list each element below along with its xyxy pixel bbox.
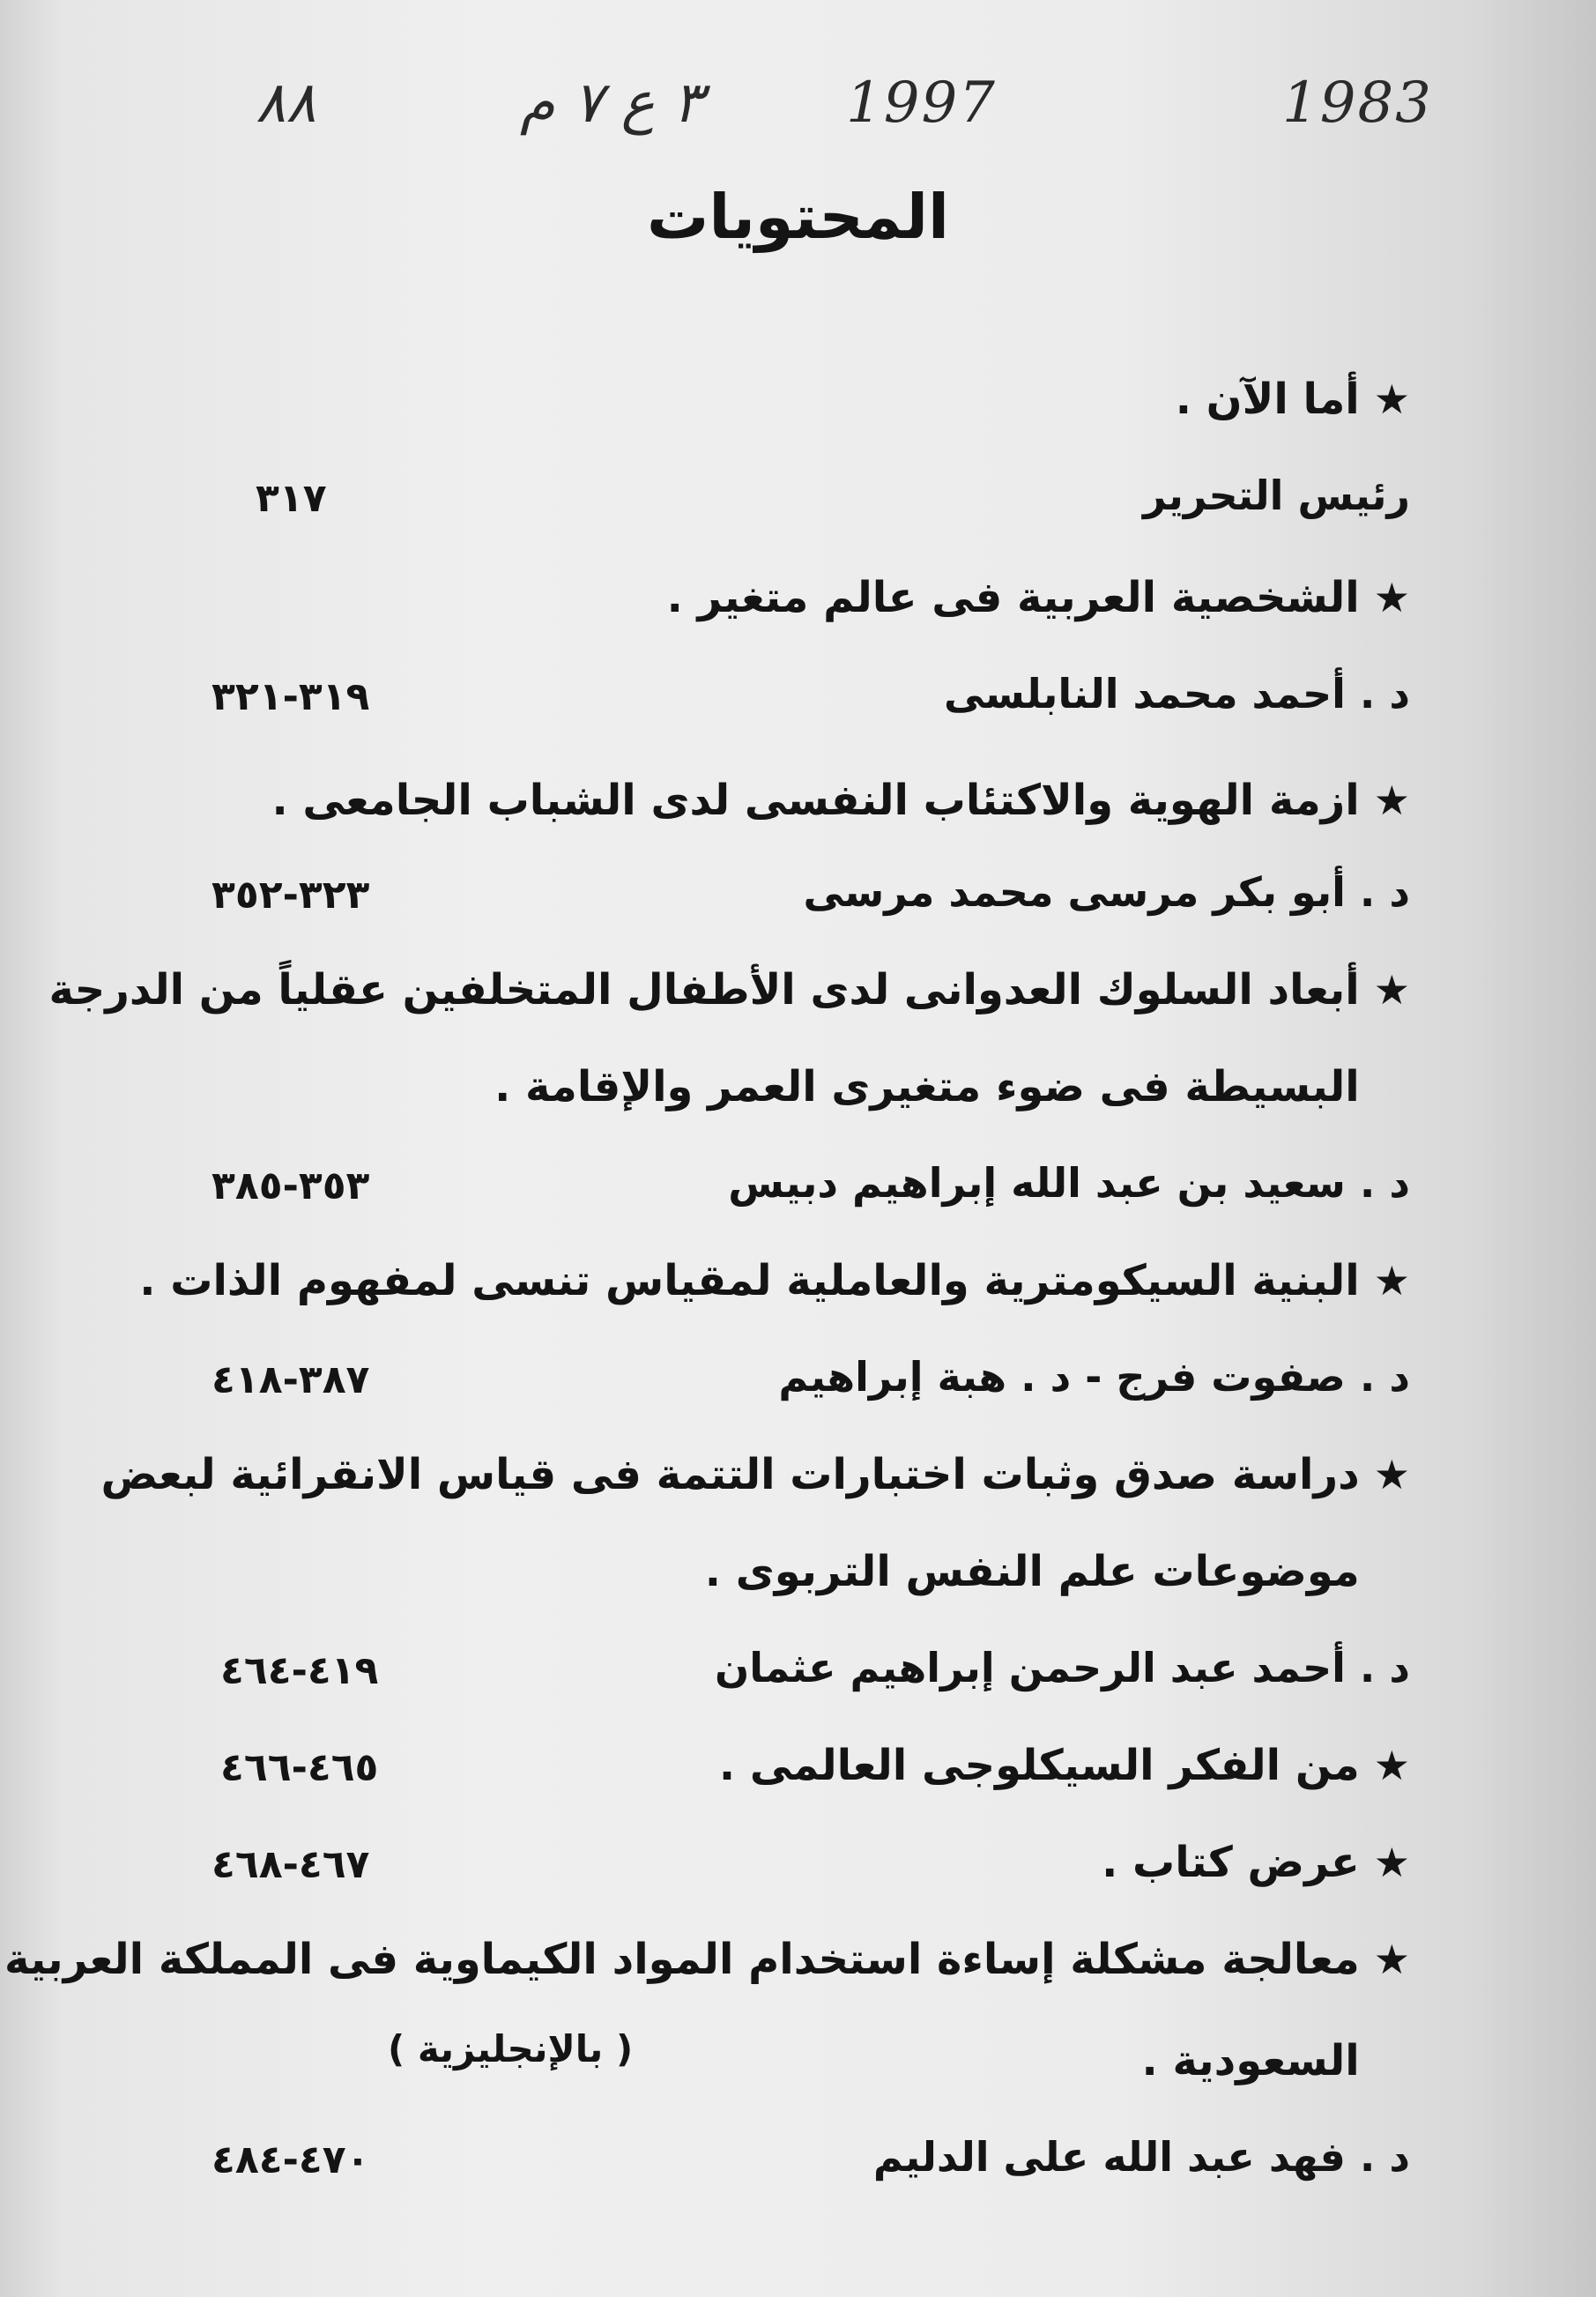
handwritten-note-right: 1983 xyxy=(1282,71,1433,136)
toc-entry-title: ★ من الفكر السيكلوجى العالمى . xyxy=(718,1741,1410,1790)
toc-entry-pages: ٣٥٣-٣٨٥ xyxy=(212,1163,370,1208)
handwritten-note-left: ٨٨ xyxy=(256,71,316,136)
star-icon: ★ xyxy=(1373,1839,1410,1886)
toc-entry-pages: ٣١٧ xyxy=(256,476,327,521)
toc-entry-title: ★ أبعاد السلوك العدوانى لدى الأطفال المتخلفين عقلياً من الدرجة xyxy=(48,965,1410,1015)
toc-entry-title-continued: موضوعات علم النفس التربوى . xyxy=(704,1547,1360,1596)
toc-entry-author: د . سعيد بن عبد الله إبراهيم دبيس xyxy=(728,1159,1410,1207)
toc-entry-pages: ٤٧٠-٤٨٤ xyxy=(212,2137,370,2182)
page-title: المحتويات xyxy=(646,181,950,253)
toc-entry-title: ★ الشخصية العربية فى عالم متغير . xyxy=(666,573,1410,622)
toc-entry-pages: ٤٦٥-٤٦٦ xyxy=(220,1745,379,1790)
star-icon: ★ xyxy=(1373,375,1410,423)
toc-entry-author: د . أبو بكر مرسى محمد مرسى xyxy=(803,868,1410,916)
toc-entry-title: ★ البنية السيكومترية والعاملية لمقياس تنسى لمفهوم الذات . xyxy=(139,1256,1410,1305)
star-icon: ★ xyxy=(1373,1451,1410,1498)
handwritten-year: 1997 xyxy=(846,71,997,136)
toc-entry-author: د . فهد عبد الله على الدليم xyxy=(872,2133,1410,2181)
star-icon: ★ xyxy=(1373,966,1410,1014)
toc-entry-author: د . أحمد محمد النابلسى xyxy=(944,670,1410,717)
toc-entry-pages: ٣٨٧-٤١٨ xyxy=(212,1357,370,1402)
toc-entry-pages: ٣١٩-٣٢١ xyxy=(212,674,370,719)
toc-entry-pages: ٤١٩-٤٦٤ xyxy=(220,1648,379,1693)
toc-entry-author: د . أحمد عبد الرحمن إبراهيم عثمان xyxy=(714,1644,1410,1691)
toc-entry-pages: ٣٢٣-٣٥٢ xyxy=(212,873,370,918)
toc-entry-pages: ٤٦٧-٤٦٨ xyxy=(212,1842,370,1887)
toc-entry-title-continued: البسيطة فى ضوء متغيرى العمر والإقامة . xyxy=(494,1062,1360,1111)
toc-entry-author: رئيس التحرير xyxy=(1142,472,1410,519)
toc-entry-title: ★ عرض كتاب . xyxy=(1102,1838,1410,1887)
toc-entry-title: ★ أما الآن . xyxy=(1175,375,1410,424)
toc-entry-title-continued: السعودية . xyxy=(1141,2036,1360,2085)
handwritten-issue: ٣ ع ٧ م xyxy=(520,71,703,136)
star-icon: ★ xyxy=(1373,1742,1410,1789)
toc-entry-title: ★ معالجة مشكلة إساءة استخدام المواد الكيماوية فى المملكة العربية xyxy=(4,1935,1410,1984)
star-icon: ★ xyxy=(1373,574,1410,621)
star-icon: ★ xyxy=(1373,1257,1410,1305)
language-note: ( بالإنجليزية ) xyxy=(388,2027,634,2070)
toc-entry-title: ★ ازمة الهوية والاكتئاب النفسى لدى الشباب الجامعى . xyxy=(271,776,1410,825)
star-icon: ★ xyxy=(1373,777,1410,824)
star-icon: ★ xyxy=(1373,1936,1410,1983)
toc-entry-title: ★ دراسة صدق وثبات اختبارات التتمة فى قياس الانقرائية لبعض xyxy=(100,1450,1410,1499)
toc-entry-author: د . صفوت فرج - د . هبة إبراهيم xyxy=(778,1353,1410,1401)
